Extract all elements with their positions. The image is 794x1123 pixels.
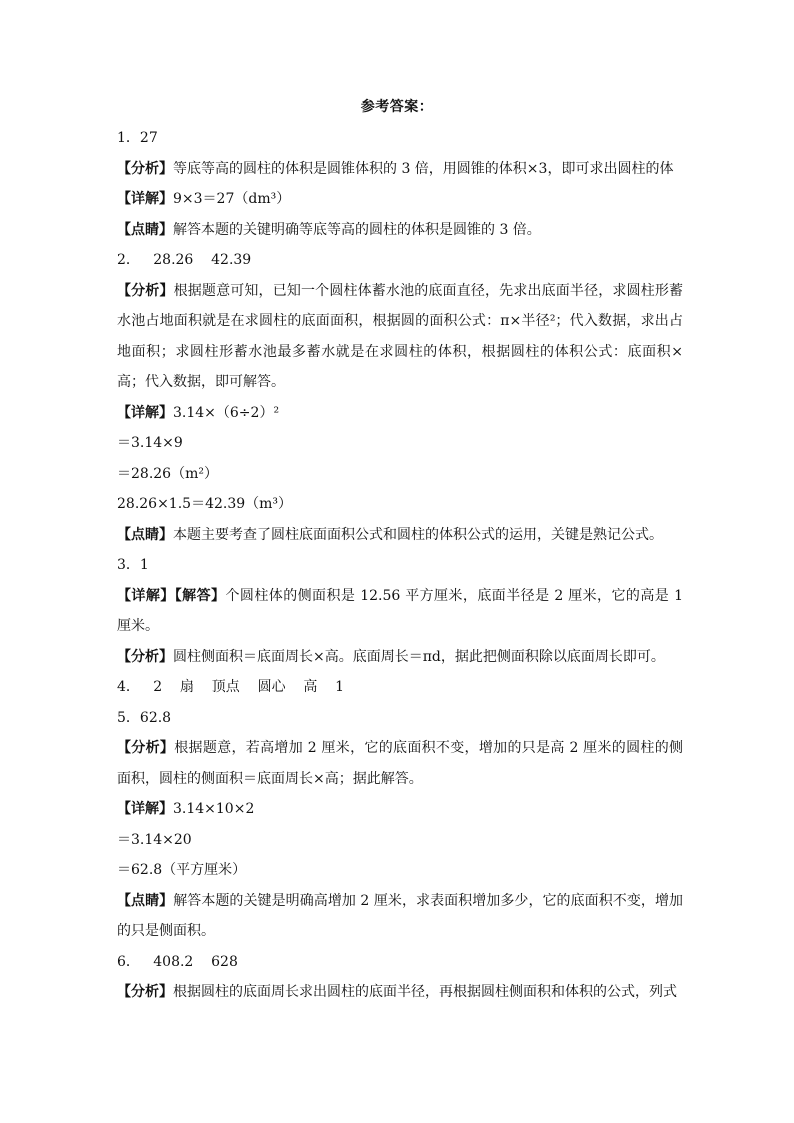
section-tag: 【详解】 <box>117 801 173 817</box>
answer-text: 解答本题的关键是明确高增加 2 厘米，求表面积增加多少，它的底面积不变，增加的只是侧面积。 <box>117 892 683 939</box>
answer-text: 2． 28.26 42.39 <box>117 252 252 268</box>
page-title: 参考答案： <box>360 99 434 115</box>
answer-text: 4． 2 扇 顶点 圆心 高 1 <box>117 679 345 695</box>
section-tag: 【分析】 <box>117 740 175 756</box>
answer-line <box>117 886 683 947</box>
answer-text: 9×3＝27（dm³） <box>173 191 291 207</box>
answer-text: 圆柱侧面积＝底面周长×高。底面周长＝πd，据此把侧面积除以底面周长即可。 <box>173 648 665 665</box>
answer-line <box>117 794 683 825</box>
answer-line <box>117 581 683 642</box>
answer-line <box>117 459 683 490</box>
answer-text: ＝3.14×9 <box>117 435 183 451</box>
answer-line <box>117 947 683 978</box>
section-tag: 【点睛】 <box>117 221 173 238</box>
answer-text: 28.26×1.5＝42.39（m³） <box>117 496 293 512</box>
answer-text: ＝28.26（m²） <box>117 465 218 482</box>
answer-text: 根据题意可知，已知一个圆柱体蓄水池的底面直径，先求出底面半径，求圆柱形蓄水池占地面积就是在求圆柱的底面面积，根据圆的面积公式：π×半径²；代入数据，求出占地面积；求圆柱形蓄水池最多蓄水就是在求圆柱的体积，根据圆柱的体积公式：底面积×高；代入数据，即可解答。 <box>117 282 683 390</box>
answer-line <box>117 733 683 794</box>
section-tag: 【详解】 <box>117 404 173 421</box>
section-tag: 【点睛】 <box>117 526 173 543</box>
answer-text: ＝3.14×20 <box>117 831 192 848</box>
answer-line <box>117 550 683 581</box>
answer-text: 3．1 <box>117 557 149 573</box>
answer-line <box>117 123 683 154</box>
section-tag: 【点睛】 <box>117 892 174 909</box>
answer-line <box>117 215 683 246</box>
answer-text: 等底等高的圆柱的体积是圆锥体积的 3 倍，用圆锥的体积×3，即可求出圆柱的体 <box>173 160 674 177</box>
answer-content <box>117 123 683 1008</box>
answer-text: 3.14×10×2 <box>173 801 255 817</box>
answer-text: 个圆柱体的侧面积是 12.56 平方厘米，底面半径是 2 厘米，它的高是 1 厘米。 <box>117 587 683 634</box>
section-tag: 【分析】 <box>117 648 173 665</box>
answer-text: 根据题意，若高增加 2 厘米，它的底面积不变，增加的只是高 2 厘米的圆柱的侧面积，圆柱的侧面积＝底面周长×高；据此解答。 <box>117 740 683 787</box>
answer-text: 6． 408.2 628 <box>117 953 238 970</box>
answer-line <box>117 825 683 856</box>
answer-line <box>117 672 683 703</box>
answer-line <box>117 520 683 551</box>
answer-text: 5．62.8 <box>117 709 172 726</box>
answer-text: 1．27 <box>117 130 158 146</box>
section-tag: 【解答】 <box>174 587 226 604</box>
answer-line <box>117 489 683 520</box>
section-tag: 【详解】 <box>117 587 175 604</box>
answer-line <box>117 245 683 276</box>
answer-text: 3.14×（6÷2）² <box>173 404 280 421</box>
section-tag: 【分析】 <box>117 984 173 1000</box>
answer-line <box>117 184 683 215</box>
answer-text: 根据圆柱的底面周长求出圆柱的底面半径，再根据圆柱侧面积和体积的公式，列式 <box>173 984 677 1000</box>
answer-line <box>117 154 683 185</box>
answer-line <box>117 398 683 429</box>
section-tag: 【分析】 <box>117 282 174 299</box>
answer-line <box>117 703 683 734</box>
answer-line <box>117 276 683 398</box>
answer-line <box>117 977 683 1008</box>
answer-text: ＝62.8（平方厘米） <box>117 862 247 878</box>
answer-text: 解答本题的关键明确等底等高的圆柱的体积是圆锥的 3 倍。 <box>173 221 541 238</box>
section-tag: 【分析】 <box>117 160 173 177</box>
section-tag: 【详解】 <box>117 191 173 207</box>
answer-line <box>117 428 683 459</box>
answer-line <box>117 642 683 673</box>
answer-line <box>117 855 683 886</box>
answer-text: 本题主要考查了圆柱底面面积公式和圆柱的体积公式的运用，关键是熟记公式。 <box>173 526 663 543</box>
